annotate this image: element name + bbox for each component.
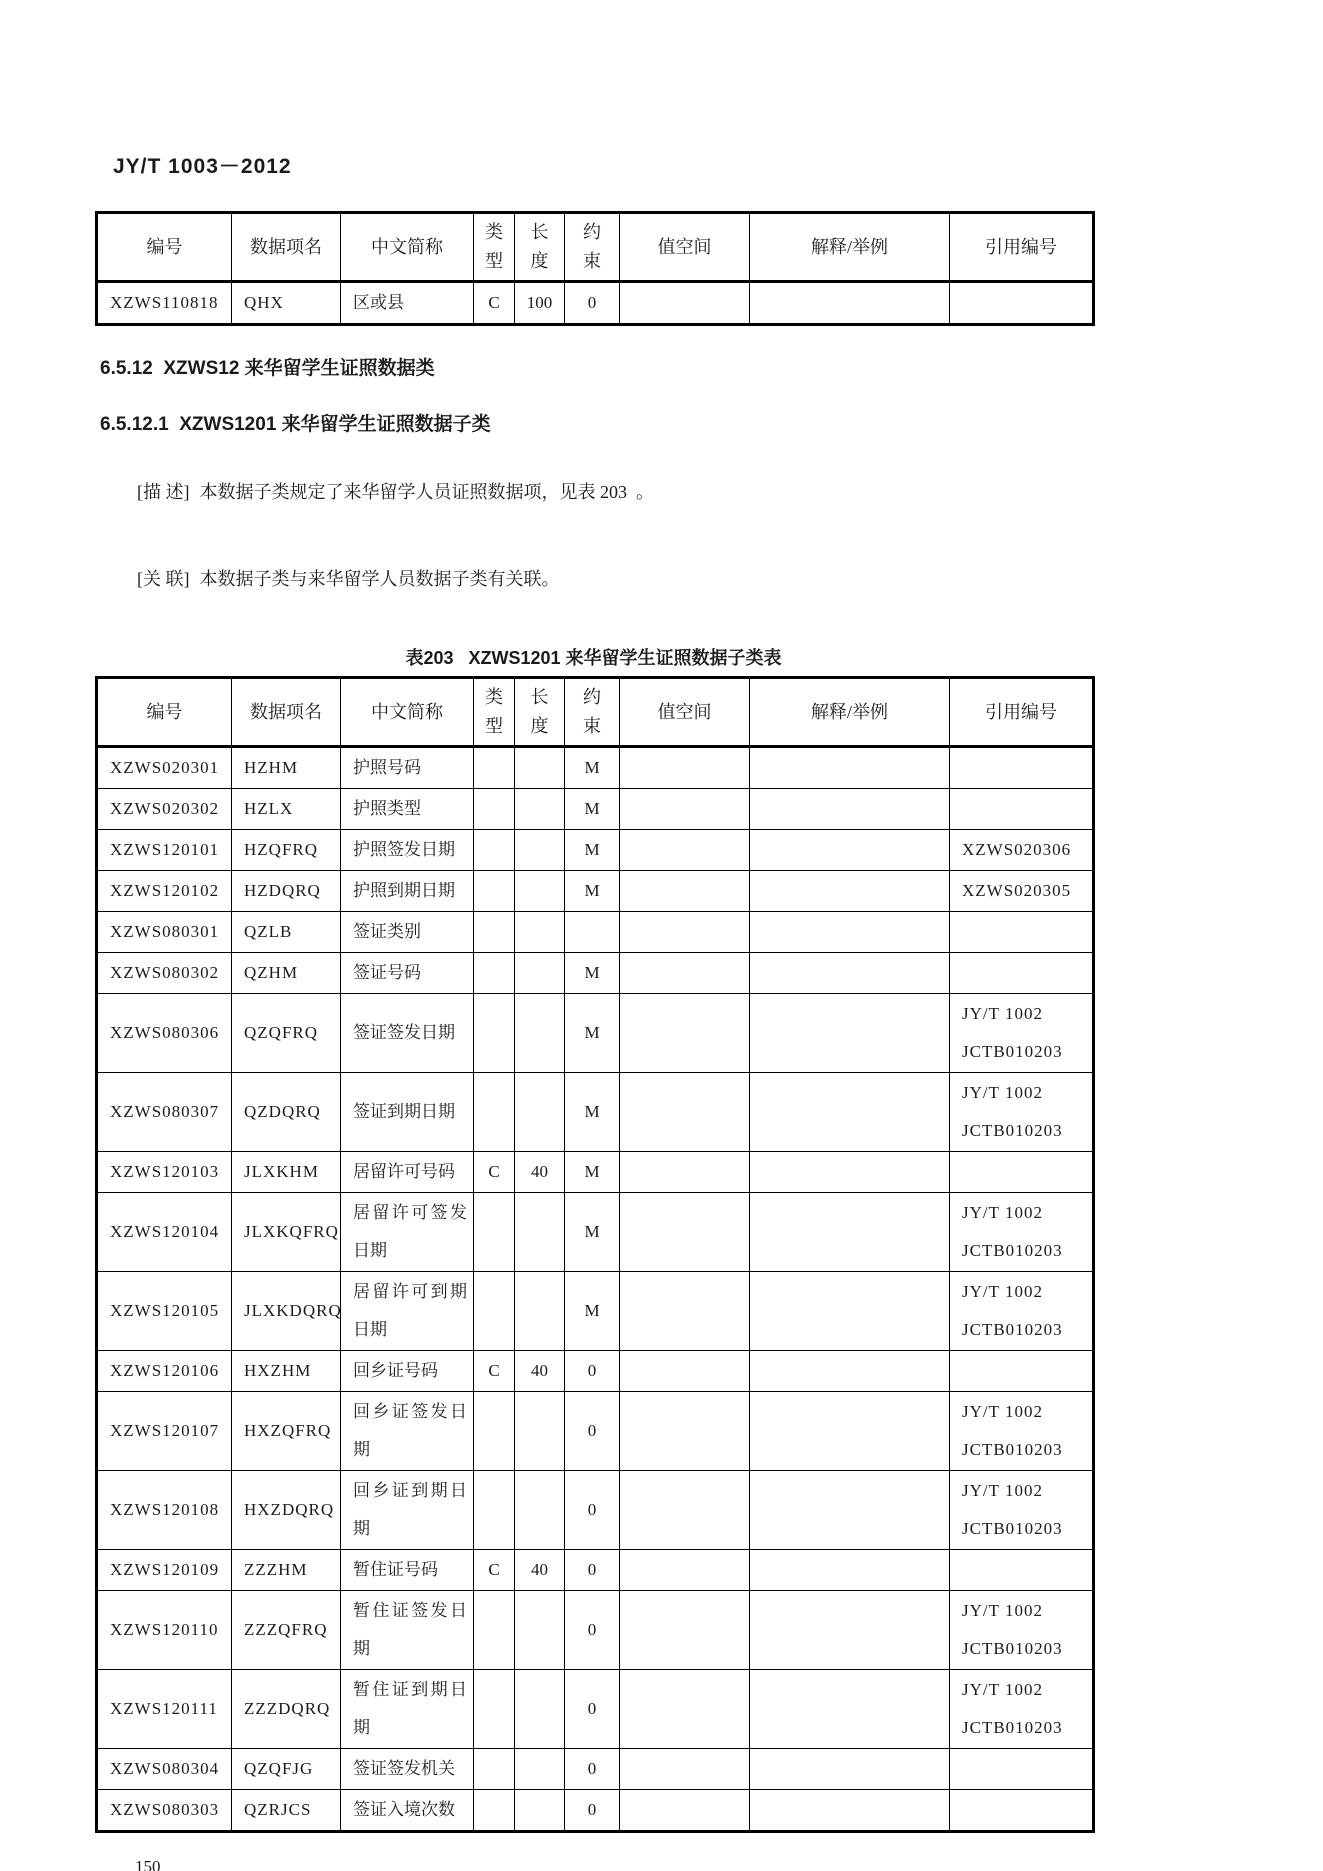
table-cell <box>515 830 565 871</box>
column-header: 中文简称 <box>341 678 474 747</box>
table-cell <box>474 994 515 1073</box>
table-row <box>97 789 1094 830</box>
table-cell: 0 <box>565 1790 620 1832</box>
table-cell <box>750 912 950 953</box>
table-cell: C <box>474 1351 515 1392</box>
description-label: [描 述] <box>137 482 190 502</box>
table-cell: 0 <box>565 1550 620 1591</box>
table-cell: HZQFRQ <box>232 830 341 871</box>
table-cell <box>950 1749 1094 1790</box>
header-row <box>97 213 1094 282</box>
table-cell: HZLX <box>232 789 341 830</box>
table-cell: 签证入境次数 <box>341 1790 474 1832</box>
table-cell <box>750 1152 950 1193</box>
column-header: 约 束 <box>565 678 620 747</box>
table-cell <box>474 1749 515 1790</box>
table-cell <box>750 1591 950 1670</box>
table-cell: HXZDQRQ <box>232 1471 341 1550</box>
relation-text: 本数据子类与来华留学人员数据子类有关联。 <box>199 569 560 589</box>
table-cell <box>620 1392 750 1471</box>
table-cell <box>620 1351 750 1392</box>
column-header: 值空间 <box>620 678 750 747</box>
table-cell <box>620 282 750 325</box>
table-cell <box>620 1073 750 1152</box>
table-cell <box>950 747 1094 789</box>
table-cell <box>515 912 565 953</box>
table-cell: XZWS080303 <box>97 1790 232 1832</box>
table-cell: XZWS120106 <box>97 1351 232 1392</box>
table-cell: XZWS120108 <box>97 1471 232 1550</box>
table-cell: XZWS080304 <box>97 1749 232 1790</box>
section-heading-6-5-12: 6.5.12 XZWS12 来华留学生证照数据类 <box>100 358 435 379</box>
table-cell <box>950 789 1094 830</box>
table-cell <box>750 1790 950 1832</box>
column-header: 编号 <box>97 213 232 282</box>
table-cell <box>620 1790 750 1832</box>
table-cell: M <box>565 1193 620 1272</box>
table-cell: XZWS080301 <box>97 912 232 953</box>
column-header: 数据项名 <box>232 213 341 282</box>
relation-label: [关 联] <box>137 569 190 589</box>
table-cell: 签证签发日期 <box>341 994 474 1073</box>
table-cell: M <box>565 1073 620 1152</box>
column-header: 中文简称 <box>341 213 474 282</box>
table-row <box>97 1272 1094 1351</box>
table-cell <box>620 1591 750 1670</box>
table-cell: XZWS080306 <box>97 994 232 1073</box>
table-cell <box>620 747 750 789</box>
table-row <box>97 830 1094 871</box>
table-cell: C <box>474 282 515 325</box>
table-cell: JY/T 1002 JCTB010203 <box>950 1193 1094 1272</box>
table-cell: XZWS120102 <box>97 871 232 912</box>
column-header: 数据项名 <box>232 678 341 747</box>
table-cell: JLXKQFRQ <box>232 1193 341 1272</box>
table-cell <box>750 830 950 871</box>
table-row <box>97 1073 1094 1152</box>
table-cell <box>750 1272 950 1351</box>
table-cell <box>620 994 750 1073</box>
relation-paragraph <box>119 540 1323 618</box>
table-cell: 签证签发机关 <box>341 1749 474 1790</box>
table-cell <box>620 953 750 994</box>
table-cell <box>515 871 565 912</box>
table-cell <box>620 1272 750 1351</box>
table-cell: 0 <box>565 1392 620 1471</box>
table-cell: QZDQRQ <box>232 1073 341 1152</box>
column-header: 解释/举例 <box>750 678 950 747</box>
table-cell <box>750 1670 950 1749</box>
table-cell: XZWS120109 <box>97 1550 232 1591</box>
table-cell <box>474 1073 515 1152</box>
table-cell <box>474 1670 515 1749</box>
table-row <box>97 1749 1094 1790</box>
table-cell: QZQFJG <box>232 1749 341 1790</box>
table-cell <box>620 1152 750 1193</box>
table-cell: XZWS120103 <box>97 1152 232 1193</box>
column-header: 类 型 <box>474 678 515 747</box>
column-header: 类 型 <box>474 213 515 282</box>
table-cell: 区或县 <box>341 282 474 325</box>
table-cell: 护照类型 <box>341 789 474 830</box>
table-cell <box>950 912 1094 953</box>
table-cell: XZWS080307 <box>97 1073 232 1152</box>
column-header: 引用编号 <box>950 213 1094 282</box>
table-cell: 回乡证号码 <box>341 1351 474 1392</box>
table-cell: HXZHM <box>232 1351 341 1392</box>
table-cell: M <box>565 747 620 789</box>
continuation-table <box>95 211 1095 326</box>
page-number: 150 <box>135 1857 161 1871</box>
table-row <box>97 1550 1094 1591</box>
table-cell <box>515 789 565 830</box>
table-row <box>97 1392 1094 1471</box>
table-cell: M <box>565 871 620 912</box>
table-cell <box>620 1550 750 1591</box>
table-cell: 0 <box>565 1591 620 1670</box>
table-cell <box>950 1152 1094 1193</box>
table-cell <box>474 1471 515 1550</box>
table-row <box>97 747 1094 789</box>
table-cell <box>950 1790 1094 1832</box>
table-cell: C <box>474 1152 515 1193</box>
table-cell: 0 <box>565 1471 620 1550</box>
table-cell: JY/T 1002 JCTB010203 <box>950 1591 1094 1670</box>
table-cell: QHX <box>232 282 341 325</box>
table-cell: XZWS020306 <box>950 830 1094 871</box>
table-cell: XZWS120104 <box>97 1193 232 1272</box>
table-cell: 0 <box>565 282 620 325</box>
table-cell <box>750 1351 950 1392</box>
table-cell <box>750 1392 950 1471</box>
table-cell: JY/T 1002 JCTB010203 <box>950 1670 1094 1749</box>
column-header: 引用编号 <box>950 678 1094 747</box>
description-paragraph <box>119 453 1323 531</box>
table-cell: M <box>565 953 620 994</box>
table-cell <box>750 953 950 994</box>
table-cell <box>620 912 750 953</box>
table-cell <box>620 830 750 871</box>
table-cell: 40 <box>515 1550 565 1591</box>
table-cell: JY/T 1002 JCTB010203 <box>950 994 1094 1073</box>
table-cell: XZWS020302 <box>97 789 232 830</box>
table-cell: C <box>474 1550 515 1591</box>
table-cell: 护照到期日期 <box>341 871 474 912</box>
table-cell: XZWS120101 <box>97 830 232 871</box>
table-cell <box>474 1790 515 1832</box>
table-cell: 签证类别 <box>341 912 474 953</box>
table-cell <box>474 1591 515 1670</box>
table-cell <box>750 789 950 830</box>
table-row <box>97 1790 1094 1832</box>
table-cell <box>474 789 515 830</box>
table-cell <box>515 747 565 789</box>
table-cell <box>474 747 515 789</box>
table-cell <box>620 789 750 830</box>
table-cell <box>515 1790 565 1832</box>
table-cell: ZZZHM <box>232 1550 341 1591</box>
table-row <box>97 953 1094 994</box>
table-cell: QZRJCS <box>232 1790 341 1832</box>
table-cell <box>620 1749 750 1790</box>
table-cell: XZWS120111 <box>97 1670 232 1749</box>
table-cell: JLXKHM <box>232 1152 341 1193</box>
table-cell <box>750 282 950 325</box>
table-203-title: 表203 XZWS1201 来华留学生证照数据子类表 <box>405 648 782 668</box>
table-cell <box>750 1471 950 1550</box>
table-cell <box>515 1591 565 1670</box>
table-cell: QZHM <box>232 953 341 994</box>
table-cell <box>620 1670 750 1749</box>
table-cell: HXZQFRQ <box>232 1392 341 1471</box>
table-cell: XZWS020305 <box>950 871 1094 912</box>
table-cell <box>474 1272 515 1351</box>
table-cell: 回乡证签发日期 <box>341 1392 474 1471</box>
table-cell: 0 <box>565 1351 620 1392</box>
table-cell: XZWS080302 <box>97 953 232 994</box>
table-cell <box>620 871 750 912</box>
table-cell <box>750 747 950 789</box>
column-header: 编号 <box>97 678 232 747</box>
table-cell: JY/T 1002 JCTB010203 <box>950 1073 1094 1152</box>
table-cell: 居留许可签发日期 <box>341 1193 474 1272</box>
table-cell: 签证号码 <box>341 953 474 994</box>
table-cell: 居留许可到期日期 <box>341 1272 474 1351</box>
table-cell <box>474 871 515 912</box>
table-cell: QZLB <box>232 912 341 953</box>
table-cell <box>950 953 1094 994</box>
table-cell <box>950 1550 1094 1591</box>
table-cell <box>515 1073 565 1152</box>
table-cell: XZWS020301 <box>97 747 232 789</box>
table-row <box>97 1591 1094 1670</box>
column-header: 长 度 <box>515 678 565 747</box>
table-cell: M <box>565 1272 620 1351</box>
table-cell <box>474 953 515 994</box>
table-cell: 40 <box>515 1351 565 1392</box>
section-heading-6-5-12-1: 6.5.12.1 XZWS1201 来华留学生证照数据子类 <box>100 414 491 435</box>
table-cell: 居留许可号码 <box>341 1152 474 1193</box>
table-row <box>97 871 1094 912</box>
column-header: 解释/举例 <box>750 213 950 282</box>
table-cell <box>474 1193 515 1272</box>
column-header: 长 度 <box>515 213 565 282</box>
table-cell <box>515 994 565 1073</box>
table-cell <box>950 282 1094 325</box>
header-row <box>97 678 1094 747</box>
table-cell: QZQFRQ <box>232 994 341 1073</box>
table-cell <box>750 1550 950 1591</box>
table-cell: 40 <box>515 1152 565 1193</box>
table-cell: 签证到期日期 <box>341 1073 474 1152</box>
table-cell <box>750 994 950 1073</box>
table-cell: HZHM <box>232 747 341 789</box>
table-cell: JY/T 1002 JCTB010203 <box>950 1272 1094 1351</box>
table-cell: 0 <box>565 1749 620 1790</box>
table-cell: 暂住证签发日期 <box>341 1591 474 1670</box>
table-cell: M <box>565 1152 620 1193</box>
table-cell: M <box>565 830 620 871</box>
table-cell <box>620 1471 750 1550</box>
table-cell: 暂住证到期日期 <box>341 1670 474 1749</box>
doc-code: JY/T 1003－2012 <box>113 155 292 178</box>
table-cell <box>750 1749 950 1790</box>
column-header: 约 束 <box>565 213 620 282</box>
table-cell: JLXKDQRQ <box>232 1272 341 1351</box>
table-cell: XZWS120110 <box>97 1591 232 1670</box>
table-cell: 护照号码 <box>341 747 474 789</box>
table-cell: M <box>565 994 620 1073</box>
table-cell <box>515 1670 565 1749</box>
table-cell <box>565 912 620 953</box>
table-cell: XZWS120105 <box>97 1272 232 1351</box>
table-cell: XZWS120107 <box>97 1392 232 1471</box>
table-row <box>97 1471 1094 1550</box>
table-cell <box>515 1471 565 1550</box>
table-cell: XZWS110818 <box>97 282 232 325</box>
table-row <box>97 912 1094 953</box>
table-cell <box>750 1193 950 1272</box>
description-text: 本数据子类规定了来华留学人员证照数据项，见表 203 。 <box>199 482 654 502</box>
table-cell <box>474 830 515 871</box>
table-cell <box>515 1193 565 1272</box>
table-row <box>97 1152 1094 1193</box>
table-cell: M <box>565 789 620 830</box>
table-row <box>97 994 1094 1073</box>
table-cell: 回乡证到期日期 <box>341 1471 474 1550</box>
table-cell <box>515 953 565 994</box>
table-cell <box>515 1749 565 1790</box>
table-cell <box>750 1073 950 1152</box>
table-cell: 0 <box>565 1670 620 1749</box>
table-cell: HZDQRQ <box>232 871 341 912</box>
table-cell: JY/T 1002 JCTB010203 <box>950 1471 1094 1550</box>
table-cell: 护照签发日期 <box>341 830 474 871</box>
table-cell <box>750 871 950 912</box>
table-row <box>97 282 1094 325</box>
table-cell: 100 <box>515 282 565 325</box>
table-cell <box>515 1272 565 1351</box>
table-cell: JY/T 1002 JCTB010203 <box>950 1392 1094 1471</box>
table-cell <box>474 912 515 953</box>
table-row <box>97 1193 1094 1272</box>
table-cell <box>515 1392 565 1471</box>
table-cell: ZZZQFRQ <box>232 1591 341 1670</box>
table-203 <box>95 676 1095 1833</box>
table-cell <box>474 1392 515 1471</box>
table-row <box>97 1670 1094 1749</box>
table-cell <box>950 1351 1094 1392</box>
column-header: 值空间 <box>620 213 750 282</box>
table-cell: ZZZDQRQ <box>232 1670 341 1749</box>
table-cell <box>620 1193 750 1272</box>
table-cell: 暂住证号码 <box>341 1550 474 1591</box>
table-row <box>97 1351 1094 1392</box>
